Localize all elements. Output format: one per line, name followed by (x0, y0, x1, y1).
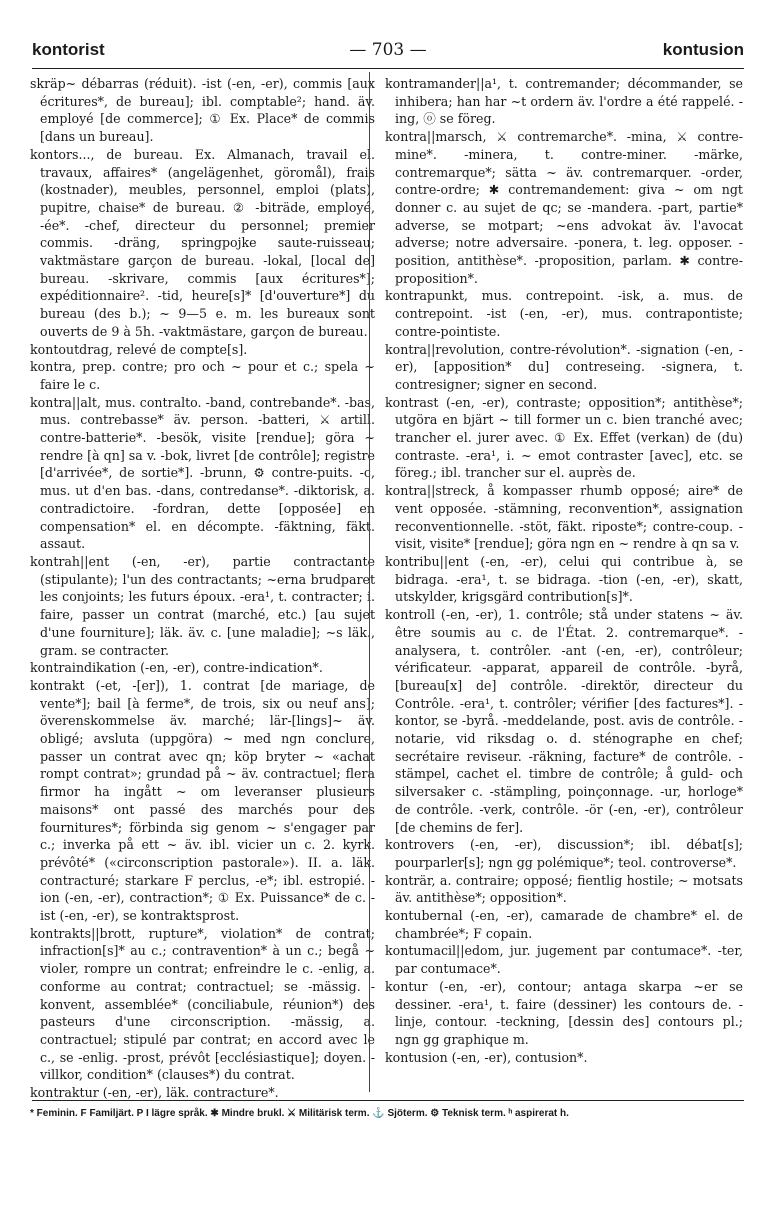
dictionary-entry: kontra||alt, mus. contralto. -band, contrebande*. -bas, mus. contrebasse* äv. person. -batteri, ⚔ artill. contre-batterie*. -besök, visite [rendue]; göra ~ rendre [à qn] sa v. -bok, livret [de contrôle]; registre [d'arrivée*, de sortie*]. -brunn, ⚙ contre-puits. -c, mus. ut d'en bas. -dans, contredanse*. -diktorisk, a. contradictoire. -fordran, dette [opposée] en compensation* el. en décompte. -fäktning, fäkt. assaut. (30, 394, 375, 552)
dictionary-entry: kontur (-en, -er), contour; antaga skarpa ~er se dessiner. -era¹, t. faire (dessiner) les contours de. -linje, contour. -teckning, [dessin des] contours pl.; ngn gg graphique m. (385, 978, 743, 1047)
dictionary-entry: kontrovers (-en, -er), discussion*; ibl. débat[s]; pourparler[s]; ngn gg polémique*; teol. controverse*. (385, 837, 743, 870)
dictionary-entry: skräp~ débarras (réduit). -ist (-en, -er), commis [aux écritures*, de bureau]; ibl. comptable²; hand. äv. employé [de commerce]; ① Ex. Place* de commis [dans un bureau]. (30, 76, 375, 145)
dictionary-entry: kontra||marsch, ⚔ contremarche*. -mina, ⚔ contre-mine*. -minera, t. contre-miner. -märke, contremarque*; sätta ~ äv. contremarquer. -order, contre-ordre; ✱ contremandement: giva ~ om ngt donner c. au sujet de qc; se -mandera. -part, partie* adverse, se motpart; ~ens advokat äv. l'avocat adverse; notre adversaire. -ponera, t. leg. opposer. -position, antithèse*. -proposition, parlam. ✱ contre-proposition*. (385, 129, 743, 286)
right-guide-word: kontusion (662, 40, 744, 59)
left-guide-word: kontorist (32, 40, 105, 59)
dictionary-entry: kontusion (-en, -er), contusion*. (385, 1049, 588, 1065)
dictionary-entry: kontors..., de bureau. Ex. Almanach, travail el. travaux, affaires* (angelägenhet, göromål), frais (kostnader), meubles, personnel, emploi (plats), pupitre, chaise* de bureau. ② -biträde, employé, -ée*. -chef, directeur du personnel; premier commis. -dräng, springpojke saute-ruisseau; vaktmästare garçon de bureau. -lokal, [local de] bureau. -skrivare, commis [aux écritures*]; expéditionnaire². -tid, heure[s]* [d'ouverture*] du bureau (des b.); ~ 9—5 e. m. les bureaux sont ouverts de 9 à 5h. -vaktmästare, garçon de bureau. (30, 146, 375, 339)
dictionary-entry: kontrakt (-et, -[er]), 1. contrat [de mariage, de vente*]; bail [à ferme*, de trois, six ou neuf ans]; överenskommelse äv. marché; lär-[lings]~ äv. obligé; avsluta (uppgöra) ~ med ngn conclure, passer un contrat avec qn; köp bryter ~ «achat rompt contrat»; grundad på ~ äv. contractuel; flera firmor ha ingått ~ om leveranser plusieurs maisons* ont passé des marchés pour des fournitures*; förbinda sig genom ~ s'engager par c.; inverka på ett ~ äv. ibl. vicier un c. 2. kyrk. prévôté* («circonscription pastorale»). II. a. läk. contracturé; starkare F perclus, -e*; ibl. estropié. -ion (-en, -er), contraction*; ① Ex. Puissance* de c. -ist (-en, -er), se kontraktsprost. (30, 677, 375, 924)
dictionary-entry: kontrapunkt, mus. contrepoint. -isk, a. mus. de contrepoint. -ist (-en, -er), mus. contrapontiste; contre-pointiste. (385, 288, 743, 339)
dictionary-entry: kontraktur (-en, -er), läk. contracture*. (30, 1085, 279, 1101)
dictionary-entry: kontramander||a¹, t. contremander; décommander, se inhibera; han har ~t ordern äv. l'ordre a été rappelé. -ing, ⓞ se föreg. (385, 76, 743, 127)
dictionary-entry: kontra||revolution, contre-révolution*. -signation (-en, -er), [apposition* du] contreseing. -signera, t. contresigner; signer en second. (385, 341, 743, 392)
left-column (30, 75, 375, 1102)
dictionary-entry: kontrast (-en, -er), contraste; opposition*; antithèse*; utgöra en bjärt ~ till former un c. bien tranché avec; trancher el. jurer avec. ① Ex. Effet (verkan) de (du) contraste. -era¹, i. ~ emot contraster [avec], etc. se föreg.; ibl. trancher sur el. auprès de. (385, 394, 743, 481)
dictionary-entry: kontroll (-en, -er), 1. contrôle; stå under statens ~ äv. être soumis au c. de l'État. 2. contremarque*. -analysera, t. contrôler. -ant (-en, -er), contrôleur; vérificateur. -apparat, appareil de contrôle. -byrå, [bureau[x] de] contrôle. -direktör, directeur du Contrôle. -era¹, t. contrôler; vérifier [des factures*]. -kontor, se -byrå. -meddelande, post. avis de contrôle. -notarie, vid riksdag o. d. sténographe en chef; secrétaire reviseur. -räkning, facture* de contrôle. -stämpel, cachet el. timbre de contrôle; å guld- och silversaker c. -stämpling, poinçonnage. -ur, horloge* de contrôle. -verk, contrôle. -ör (-en, -er), contrôleur [de chemins de fer]. (385, 607, 743, 835)
right-column (385, 75, 743, 1066)
column-divider (369, 72, 370, 1092)
dictionary-entry: kontra||streck, å kompasser rhumb opposé; aire* de vent opposée. -stämning, reconvention*, assignation reconventionnelle. -stöt, fäkt. riposte*; contre-coup. -visit, visite* [rendue]; göra ngn en ~ rendre à qn sa v. (385, 483, 743, 552)
page-number: — 703 — (349, 40, 427, 60)
dictionary-entry: kontrakts||brott, rupture*, violation* de contrat; infraction[s]* au c.; contravention* à un c.; begå ~ violer, rompre un contrat; enfreindre le c. -enlig, a. conforme au contrat; contractuel; se -mässig. -konvent, assemblée* (conciliabule, réunion*) des pasteurs d'une circonscription. -mässig, a. contractuel; stipulé par contrat; en accord avec le c., se -enlig. -prost, prévôt [ecclésiastique]; doyen. -villkor, condition* (clauses*) du contrat. (30, 925, 375, 1083)
header-rule (32, 68, 744, 69)
page-header (32, 40, 744, 66)
dictionary-entry: kontra, prep. contre; pro och ~ pour et c.; spela ~ faire le c. (30, 359, 375, 392)
dictionary-entry: kontrah||ent (-en, -er), partie contractante (stipulante); l'un des contractants; ~erna brudparet les conjoints; les futurs époux. -era¹, t. contracter; i. faire, passer un contrat (marché, etc.) [au sujet d'une fourniture]; läk. äv. c. [une maladie]; ~s läk., gram. se contracter. (30, 553, 375, 658)
dictionary-entry: kontumacil||edom, jur. jugement par contumace*. -ter, par contumace*. (385, 943, 743, 977)
dictionary-entry: kontoutdrag, relevé de compte[s]. (30, 341, 248, 357)
abbreviation-footnote: * Feminin. F Familjärt. P I lägre språk. ✱ Mindre brukl. ⚔ Militärisk term. ⚓ Sjöterm. ⚙ Teknisk term. ʰ aspirerat h. (30, 1108, 569, 1119)
dictionary-entry: kontribu||ent (-en, -er), celui qui contribue à, se bidraga. -era¹, t. se bidraga. -tion (-en, -er), skatt, utskylder, krigsgärd contribution[s]*. (385, 553, 743, 605)
footnote-rule (32, 1100, 744, 1101)
dictionary-entry: kontraindikation (-en, -er), contre-indication*. (30, 660, 323, 676)
dictionary-entry: kontubernal (-en, -er), camarade de chambre* el. de chambrée*; F copain. (385, 908, 743, 941)
dictionary-entry: konträr, a. contraire; opposé; fientlig hostile; ~ motsats äv. antithèse*; opposition*. (385, 872, 743, 906)
